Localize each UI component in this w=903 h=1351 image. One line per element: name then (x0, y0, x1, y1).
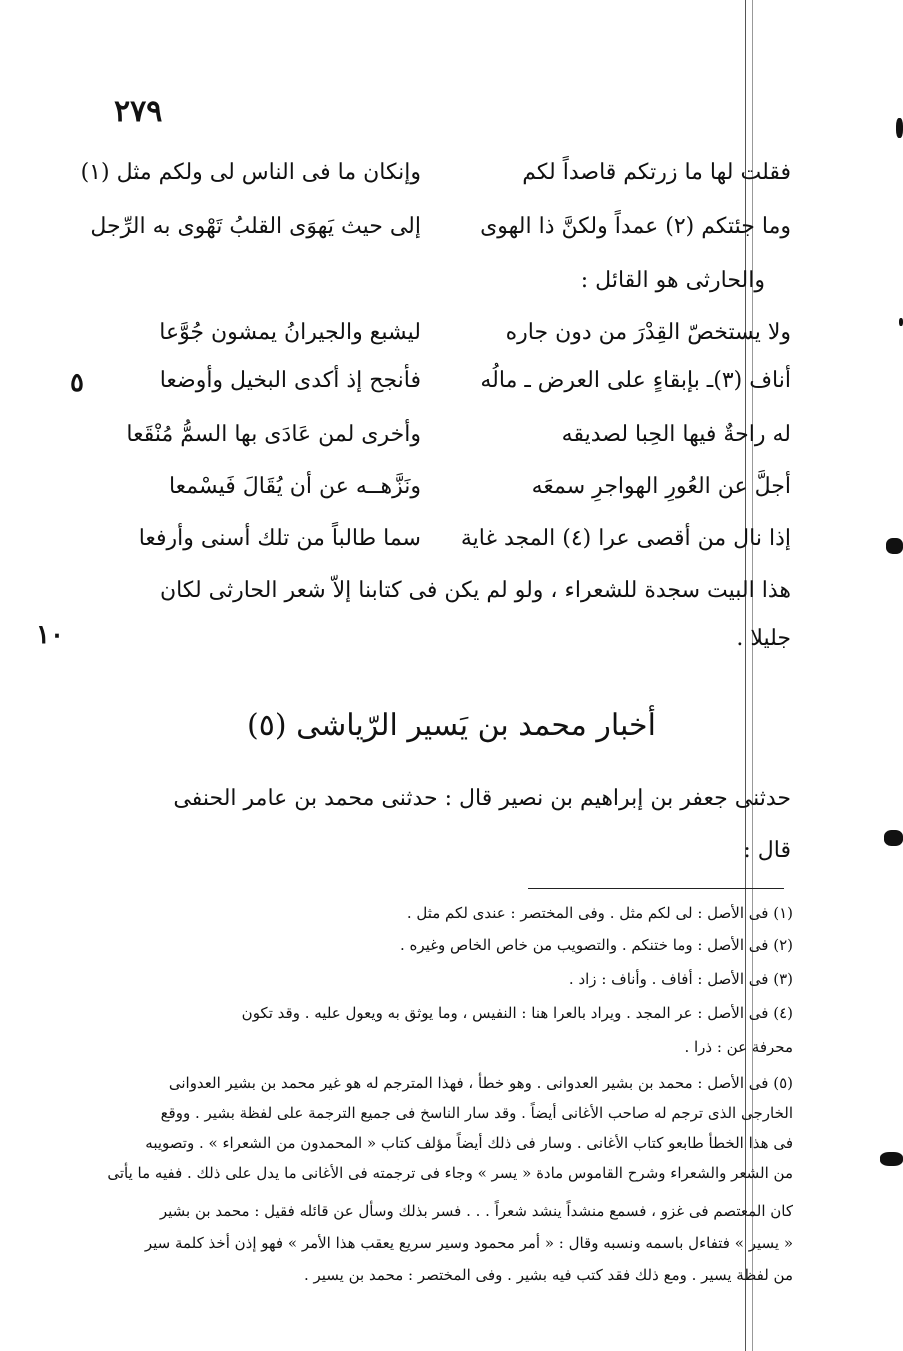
poem-left-hemistich: ليشبع والجيرانُ يمشون جُوَّعا (159, 320, 421, 345)
footnote-line: (١) فى الأصل : لى لكم مثل . وفى المختصر : عندى لكم مثل . (406, 904, 793, 922)
margin-line-number: ١٠ (36, 620, 64, 650)
section-title: أخبار محمد بن يَسير الرّياشى (٥) (247, 708, 656, 743)
prose-line: هذا البيت سجدة للشعراء ، ولو لم يكن فى كتابنا إلاّ شعر الحارثى لكان (159, 578, 791, 603)
footnote-line: فى هذا الخطأ طابعو كتاب الأغانى . وسار فى ذلك أيضاً مؤلف كتاب « المحمدون من الشعراء » . وتصويبه (145, 1134, 793, 1152)
section-text-line: قال : (743, 838, 791, 863)
footnote-line: كان المعتصم فى غزو ، فسمع منشداً ينشد شعراً . . . فسر بذلك وسأل عن قائله فقيل : محمد بن بشير (159, 1202, 793, 1220)
section-text-line: حدثنى جعفر بن إبراهيم بن نصير قال : حدثنى محمد بن عامر الحنفى (173, 786, 791, 811)
poem-left-hemistich: ونَزَّهــه عن أن يُقَالَ فَيسْمعا (168, 474, 421, 499)
verse-right-hemistich: وما جئتكم (٢) عمداً ولكنَّ ذا الهوى (480, 214, 791, 239)
binding-mark (886, 538, 903, 554)
footnote-line: (٤) فى الأصل : عر المجد . ويراد بالعرا هنا : النفيس ، وما يوثق به ويعول عليه . وقد تكون (241, 1004, 793, 1022)
footnote-line: الخارجى الذى ترجم له صاحب الأغانى أيضاً . وقد سار الناسخ فى جميع الترجمة على لفظة بشير . ووقع (160, 1104, 793, 1122)
prose-line: جليلا . (736, 626, 791, 651)
footnote-line: (٢) فى الأصل : وما ختنكم . والتصويب من خاص الخاص وغيره . (400, 936, 793, 954)
poem-right-hemistich: ولا يستخصّ القِدْرَ من دون جاره (505, 320, 791, 345)
binding-mark (884, 830, 903, 846)
page-number: ٢٧٩ (114, 94, 163, 129)
footnote-line: (٥) فى الأصل : محمد بن بشير العدوانى . وهو خطأ ، فهذا المترجم له هو غير محمد بن بشير العدوانى (168, 1074, 793, 1092)
binding-mark (899, 318, 903, 326)
poem-right-hemistich: أناف (٣)ـ بإبقاءٍ على العرض ـ مالُه (480, 368, 791, 393)
intro-line: والحارثى هو القائل : (580, 268, 765, 293)
verse-right-hemistich: فقلت لها ما زرتكم قاصداً لكم (522, 160, 791, 185)
poem-left-hemistich: فأنجح إذ أكدى البخيل وأوضعا (159, 368, 421, 393)
binding-mark (880, 1152, 903, 1166)
poem-left-hemistich: سما طالباً من تلك أسنى وأرفعا (138, 526, 421, 551)
poem-left-hemistich: وأخرى لمن عَادَى بها السمُّ مُنْقَعا (126, 422, 421, 447)
verse-left-hemistich: إلى حيث يَهوَى القلبُ تَهْوى به الرِّجل (90, 214, 421, 239)
poem-right-hemistich: إذا نال من أقصى عرا (٤) المجد غاية (460, 526, 791, 551)
footnote-line: محرفة عن : ذرا . (684, 1038, 793, 1056)
binding-mark (896, 118, 903, 138)
poem-right-hemistich: أجلَّ عن العُورِ الهواجرِ سمعَه (531, 474, 791, 499)
footnote-separator (528, 888, 784, 889)
poem-right-hemistich: له راحةٌ فيها الحِبا لصديقه (561, 422, 791, 447)
footnote-line: « يسير » فتفاءل باسمه ونسبه وقال : « أمر محمود وسير سريع يعقب هذا الأمر » فهو إذن أخذ كلمة سير (144, 1234, 793, 1252)
footnote-line: من الشعر والشعراء وشرح القاموس مادة « يسر » وجاء فى ترجمته فى الأغانى ما يدل على ذلك . ففيه ما يأتى (107, 1164, 793, 1182)
footnote-line: من لفظة يسير . ومع ذلك فقد كتب فيه بشير . وفى المختصر : محمد بن يسير . (303, 1266, 793, 1284)
footnote-line: (٣) فى الأصل : أفاف . وأناف : زاد . (568, 970, 793, 988)
margin-line-number: ٥ (70, 368, 84, 398)
verse-left-hemistich: وإنكان ما فى الناس لى ولكم مثل (١) (80, 160, 421, 185)
